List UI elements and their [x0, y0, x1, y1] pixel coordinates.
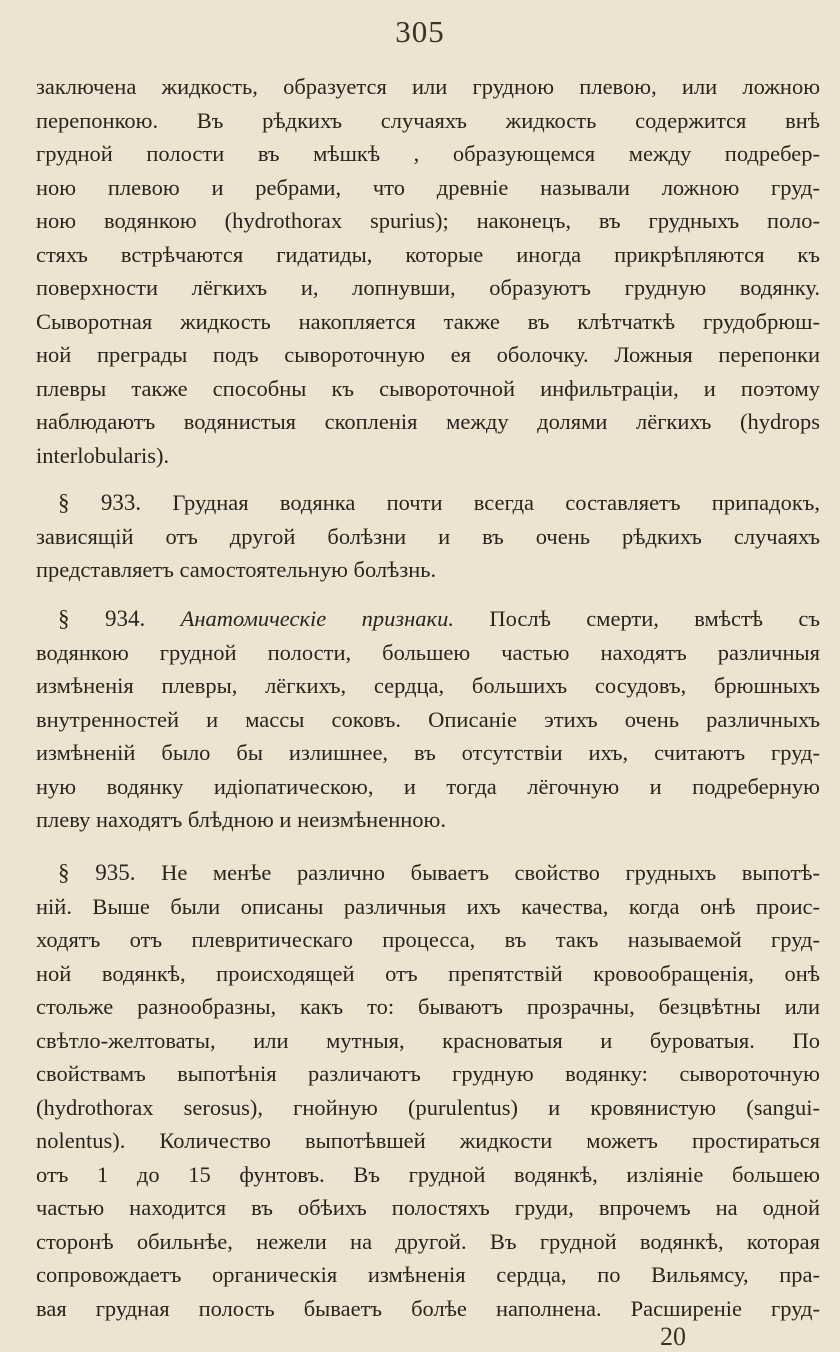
text-line: грудной полости въ мѣшкѣ , образующемся между подребер-: [36, 141, 820, 166]
text-line: сторонѣ обильнѣе, нежели на другой. Въ грудной водянкѣ, которая: [36, 1228, 820, 1254]
page-number: 305: [395, 14, 445, 49]
section-934-first-line: [36, 602, 820, 636]
printer-signature-mark: 20: [660, 1322, 686, 1351]
paragraph-intro: [36, 70, 820, 472]
text-line: ною водянкою (hydrothorax spurius); наконецъ, въ грудныхъ поло-: [36, 208, 820, 233]
text-line: перепонкою. Въ рѣдкихъ случаяхъ жидкость содержится внѣ: [36, 107, 820, 133]
text-line: ную водянку идіопатическою, и тогда лёгочную и подреберную: [36, 773, 820, 799]
section-heading: Анатомическіе признаки.: [180, 606, 454, 631]
text-line: вая грудная полость бываетъ болѣе наполнена. Расширеніе груд-: [36, 1295, 820, 1321]
text-line: зависящій отъ другой болѣзни и въ очень рѣдкихъ случаяхъ: [36, 523, 820, 549]
text-line: ходятъ отъ плевритическаго процесса, въ такъ называемой груд-: [36, 927, 820, 952]
text-line: наблюдаютъ водянистыя скопленія между долями лёгкихъ (hydrops: [36, 409, 820, 434]
section-number: § 935.: [58, 860, 136, 885]
text-line: nolentus). Количество выпотѣвшей жидкости можетъ простираться: [36, 1128, 820, 1153]
text-line: плеву находятъ блѣдною и неизмѣненною.: [36, 807, 446, 832]
section-935: [36, 856, 820, 1325]
text-line: частью находится въ обѣихъ полостяхъ груди, впрочемъ на одной: [36, 1195, 820, 1220]
text-line: ной водянкѣ, происходящей отъ препятствій кровообращенія, онѣ: [36, 960, 820, 986]
text-line: interlobularis).: [36, 442, 170, 468]
text-line: водянкою грудной полости, большею частью находятъ различныя: [36, 639, 820, 665]
text-line: ной преграды подъ сывороточную ея оболочку. Ложныя перепонки: [36, 342, 820, 367]
text-line: отъ 1 до 15 фунтовъ. Въ грудной водянкѣ, изліяніе большею: [36, 1161, 820, 1187]
text-line: измѣненія плевры, лёгкихъ, сердца, большихъ сосудовъ, брюшныхъ: [36, 673, 820, 698]
text-line: Сыворотная жидкость накопляется также въ клѣтчаткѣ грудобрюш-: [36, 308, 820, 334]
text-line: поверхности лёгкихъ и, лопнувши, образуютъ грудную водянку.: [36, 275, 820, 300]
section-number: § 934.: [58, 606, 146, 631]
text-line: заключена жидкость, образуется или грудною плевою, или ложною: [36, 74, 820, 99]
text-fragment: Грудная водянка почти всегда составляетъ припадокъ,: [172, 490, 820, 515]
section-933-first-line: [36, 486, 820, 520]
section-number: § 933.: [58, 490, 142, 515]
text-line: ній. Выше были описаны различныя ихъ качества, когда онѣ проис-: [36, 893, 820, 919]
section-933: [36, 486, 820, 587]
text-line: свойствамъ выпотѣнія различаютъ грудную водянку: сывороточную: [36, 1061, 820, 1086]
text-line: сопровождаетъ органическія измѣненія сердца, по Вильямсу, пра-: [36, 1262, 820, 1287]
text-line: внутренностей и массы соковъ. Описаніе этихъ очень различныхъ: [36, 706, 820, 732]
text-fragment: Послѣ смерти, вмѣстѣ съ: [489, 606, 820, 631]
text-line: стяхъ встрѣчаются гидатиды, которые иногда прикрѣпляются къ: [36, 241, 820, 267]
section-934: [36, 602, 820, 837]
text-line: плевры также способны къ сывороточной инфильтраціи, и поэтому: [36, 375, 820, 401]
text-fragment: Не менѣе различно бываетъ свойство грудныхъ выпотѣ-: [161, 860, 820, 885]
text-line: ною плевою и ребрами, что древніе называли ложною груд-: [36, 174, 820, 200]
text-line: измѣненій было бы излишнее, въ отсутствіи ихъ, считаютъ груд-: [36, 740, 820, 765]
text-line: стольже разнообразны, какъ то: бываютъ прозрачны, безцвѣтны или: [36, 994, 820, 1019]
text-line: свѣтло-желтоваты, или мутныя, красноватыя и буроватыя. По: [36, 1027, 820, 1053]
text-line: представляетъ самостоятельную болѣзнь.: [36, 557, 437, 582]
text-line: (hydrothorax serosus), гнойную (purulentus) и кровянистую (sangui-: [36, 1094, 820, 1120]
section-935-first-line: [36, 856, 820, 890]
